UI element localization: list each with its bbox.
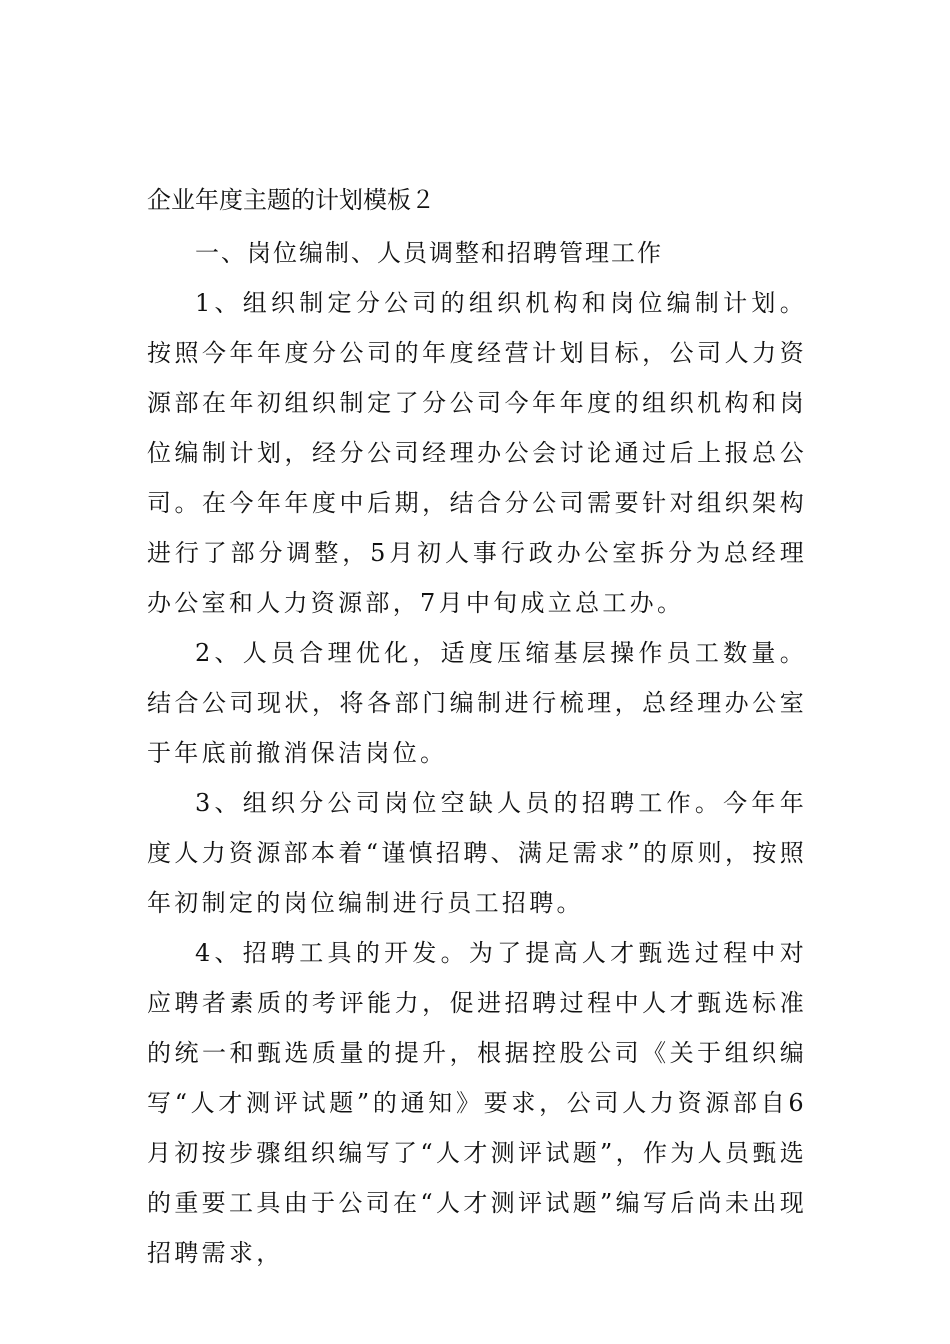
paragraph-item-4: 4、招聘工具的开发。为了提高人才甄选过程中对应聘者素质的考评能力，促进招聘过程中人才甄选标准的统一和甄选质量的提升，根据控股公司《关于组织编写“人才测评试题”的通知》要求，公司人力资源部自6月初按步骤组织编写了“人才测评试题”，作为人员甄选的重要工具由于公司在“人才测评试题”编写后尚未出现招聘需求， bbox=[147, 939, 807, 1267]
document-body bbox=[147, 228, 807, 1278]
document-title: 企业年度主题的计划模板２ bbox=[147, 186, 435, 214]
paragraph-item-2: 2、人员合理优化，适度压缩基层操作员工数量。结合公司现状，将各部门编制进行梳理，总经理办公室于年底前撤消保洁岗位。 bbox=[147, 639, 807, 767]
section-heading: 一、岗位编制、人员调整和招聘管理工作 bbox=[195, 239, 663, 267]
paragraph-item-3: 3、组织分公司岗位空缺人员的招聘工作。今年年度人力资源部本着“谨慎招聘、满足需求”的原则，按照年初制定的岗位编制进行员工招聘。 bbox=[147, 789, 807, 917]
paragraph-item-1: 1、组织制定分公司的组织机构和岗位编制计划。按照今年年度分公司的年度经营计划目标，公司人力资源部在年初组织制定了分公司今年年度的组织机构和岗位编制计划，经分公司经理办公会讨论通过后上报总公司。在今年年度中后期，结合分公司需要针对组织架构进行了部分调整，5月初人事行政办公室拆分为总经理办公室和人力资源部，7月中旬成立总工办。 bbox=[147, 289, 807, 617]
